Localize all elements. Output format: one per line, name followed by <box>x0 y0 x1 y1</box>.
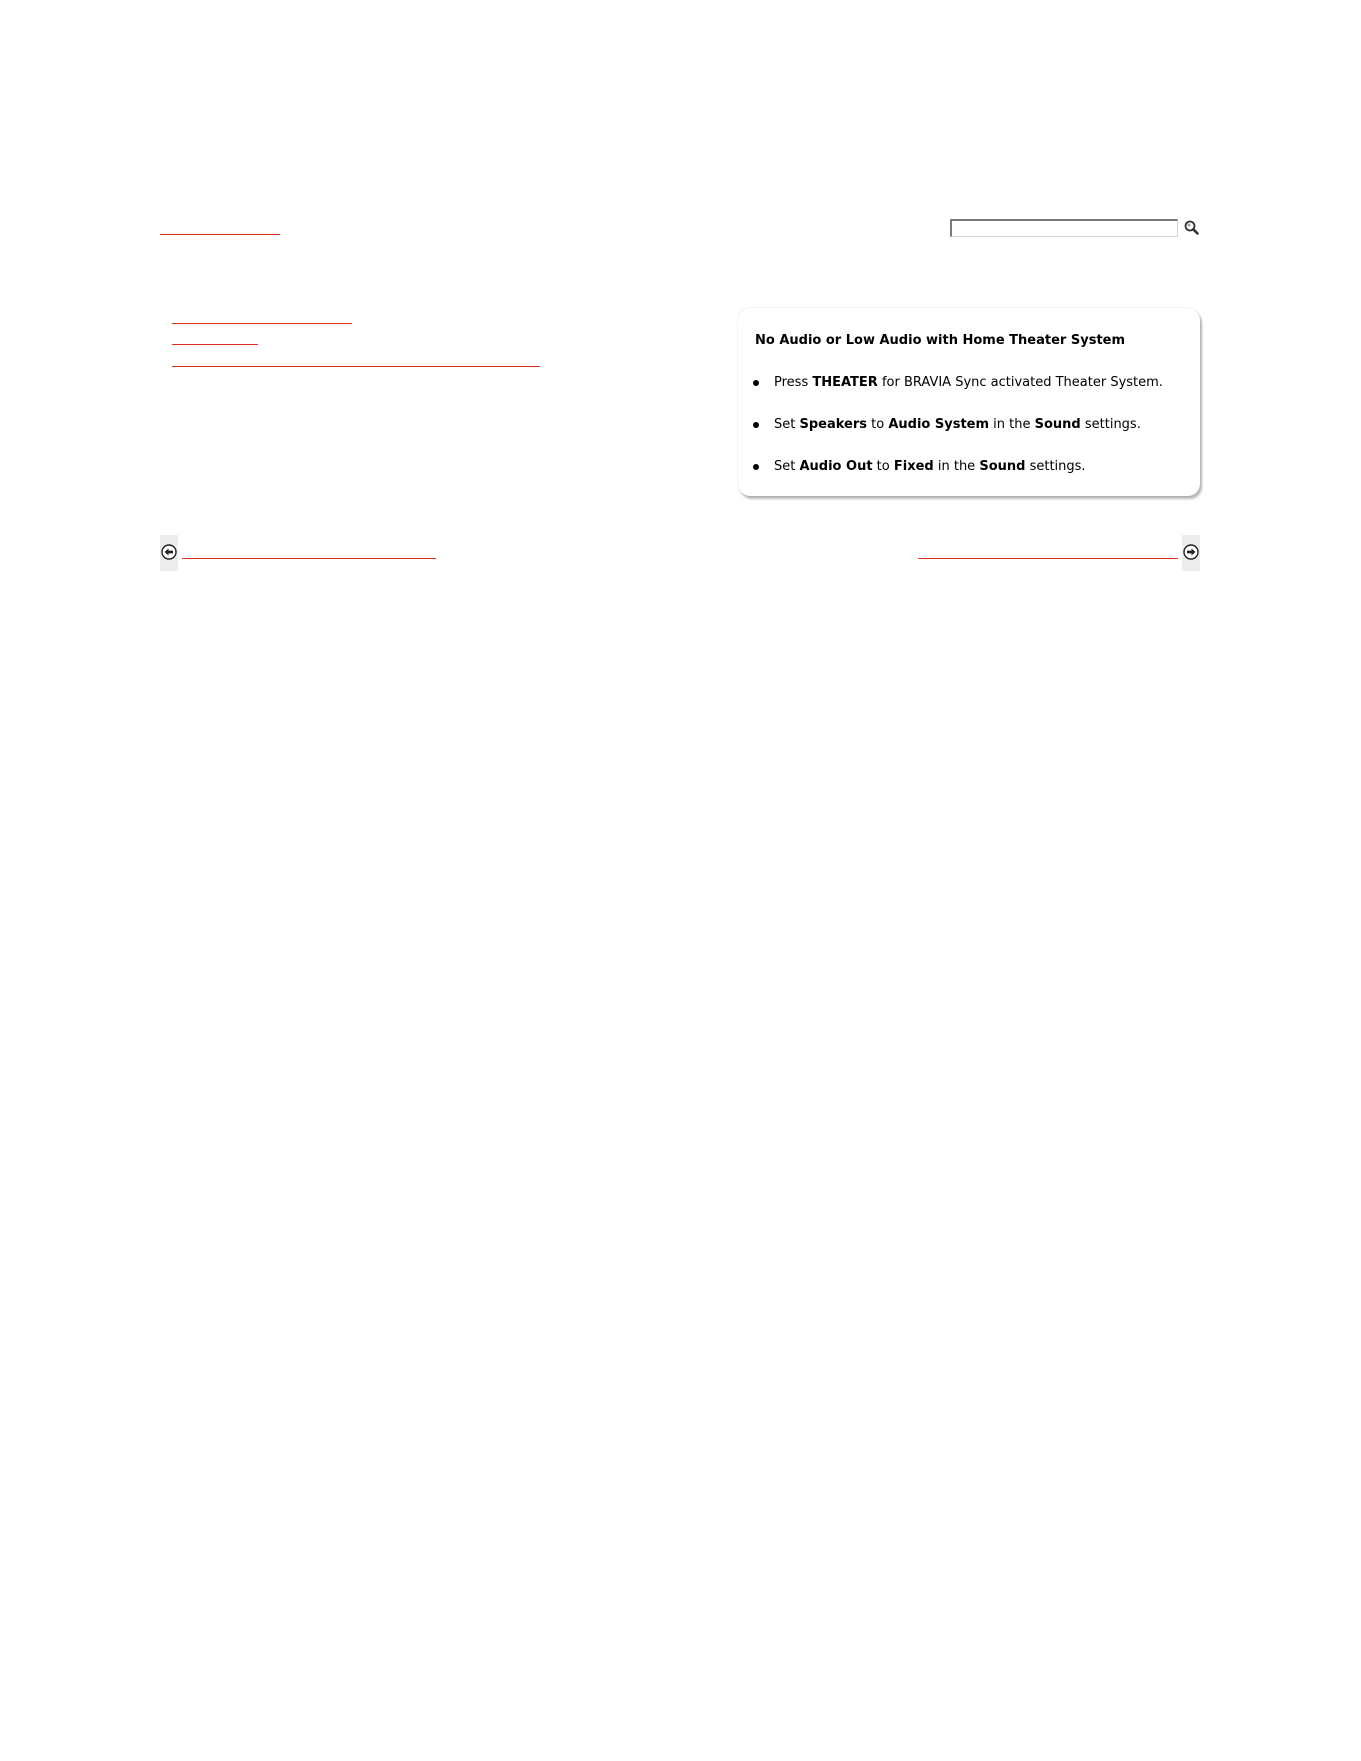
arrow-right-circle-icon <box>1183 544 1199 560</box>
bullet-bold-text: Audio System <box>888 417 990 432</box>
bullet-bold-text: Fixed <box>893 459 934 474</box>
bullet-text: settings. <box>1080 417 1141 432</box>
arrow-left-circle-icon <box>161 544 177 560</box>
bullet-dot <box>753 380 759 386</box>
bullet-item <box>752 416 1163 458</box>
bullet-dot <box>753 422 759 428</box>
bullet-bold-text: Audio Out <box>799 459 873 474</box>
bullet-bold-text: Speakers <box>799 417 868 432</box>
info-panel <box>738 308 1200 496</box>
bullet-bold-text: Sound <box>979 459 1026 474</box>
bullet-text: settings. <box>1025 459 1086 474</box>
bullet-item <box>752 374 1163 416</box>
bullet-text: to <box>867 417 889 432</box>
panel-title: No Audio or Low Audio with Home Theater System <box>755 333 1126 348</box>
bullet-list <box>752 374 1163 500</box>
bullet-item <box>752 458 1163 500</box>
next-button[interactable] <box>1182 535 1200 571</box>
bullet-dot <box>753 464 759 470</box>
search-button[interactable] <box>1182 218 1202 238</box>
bullet-text: in the <box>989 417 1035 432</box>
prev-button[interactable] <box>160 535 178 571</box>
bullet-text: for BRAVIA Sync activated Theater System. <box>877 375 1163 390</box>
bullet-text: Press <box>774 375 813 390</box>
search-input[interactable] <box>950 219 1178 237</box>
bullet-text: to <box>872 459 894 474</box>
magnifier-icon <box>1182 218 1202 238</box>
bullet-bold-text: Sound <box>1034 417 1081 432</box>
bullet-text: in the <box>933 459 980 474</box>
bullet-text: Set <box>774 417 800 432</box>
bullet-text: Set <box>774 459 800 474</box>
bullet-bold-text: THEATER <box>812 375 878 390</box>
